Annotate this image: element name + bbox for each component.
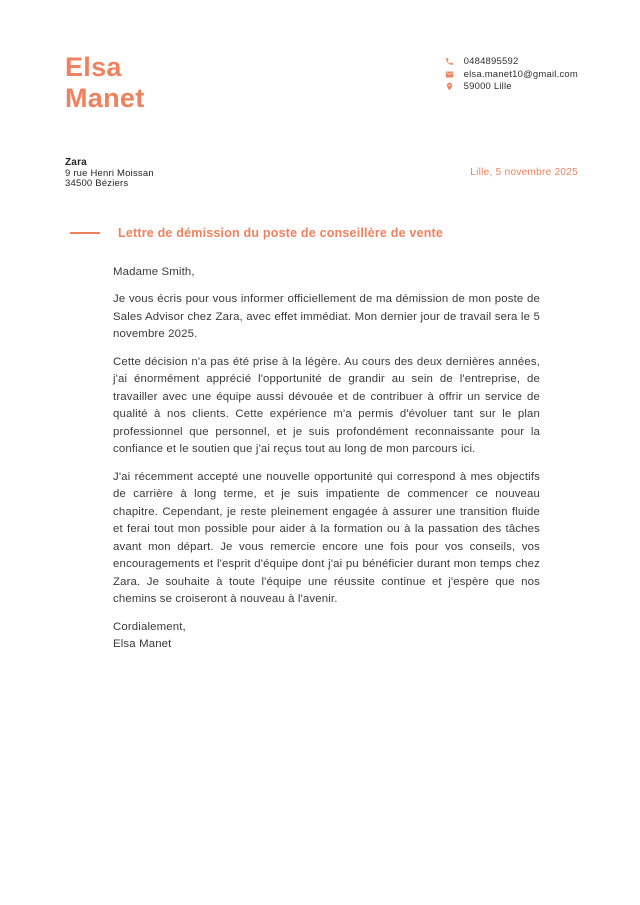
recipient-address	[65, 158, 154, 190]
recipient-city: 34500 Béziers	[65, 178, 129, 189]
subject-row	[65, 226, 578, 240]
date-line: Lille, 5 novembre 2025	[470, 167, 578, 178]
recipient-company: Zara	[65, 157, 87, 168]
paragraph-2: Cette décision n'a pas été prise à la légère. Au cours des deux dernières années, j'ai énormément apprécié l'opportunité de grandir au sein de l'entreprise, de travailler avec une équipe aussi dévouée et de contribuer à offrir un service de qualité à nos clients. Cette expérience m'a permis d'évoluer tant sur le plan professionnel que personnel, et je suis profondément reconnaissante pour la confiance et le soutien que j'ai reçus tout au long de mon parcours ici.	[113, 355, 540, 455]
letter-body	[113, 264, 540, 654]
sender-name	[65, 52, 145, 114]
location-pin-icon	[445, 82, 455, 92]
closing: Cordialement,	[113, 620, 186, 633]
sender-name-line1: Elsa	[65, 52, 122, 82]
recipient-row	[65, 158, 578, 190]
contact-email-row	[445, 69, 578, 81]
contact-location: 59000 Lille	[463, 81, 512, 92]
recipient-street: 9 rue Henri Moissan	[65, 167, 154, 179]
contact-email: elsa.manet10@gmail.com	[463, 68, 578, 80]
subject-title: Lettre de démission du poste de conseillère de vente	[118, 225, 444, 240]
sender-name-line2: Manet	[65, 83, 145, 113]
closing-block	[113, 619, 540, 654]
contact-phone-row	[445, 56, 578, 68]
phone-icon	[445, 57, 455, 67]
header	[65, 52, 578, 114]
paragraph-3: J'ai récemment accepté une nouvelle opportunité qui correspond à mes objectifs de carrière à long terme, et je suis impatiente de commencer ce nouveau chapitre. Cependant, je reste pleinement engagée à assurer une transition fluide et ferai tout mon possible pour aider à la formation ou à la passation des tâches avant mon départ. Je vous remercie encore une fois pour vos conseils, vos encouragements et l'esprit d'équipe dont j'ai pu bénéficier durant mon temps chez Zara. Je souhaite à toute l'équipe une réussite continue et j'espère que nos chemins se croiseront à nouveau à l'avenir.	[113, 470, 540, 605]
contact-location-row	[445, 81, 578, 93]
subject-dash-line	[70, 232, 100, 234]
signature: Elsa Manet	[113, 638, 172, 650]
contact-phone: 0484895592	[463, 56, 519, 67]
greeting: Madame Smith,	[113, 265, 195, 278]
paragraph-1: Je vous écris pour vous informer officiellement de ma démission de mon poste de Sales Advisor chez Zara, avec effet immédiat. Mon dernier jour de travail sera le 5 novembre 2025.	[113, 293, 540, 340]
email-icon	[445, 69, 455, 79]
contact-info	[445, 56, 578, 93]
